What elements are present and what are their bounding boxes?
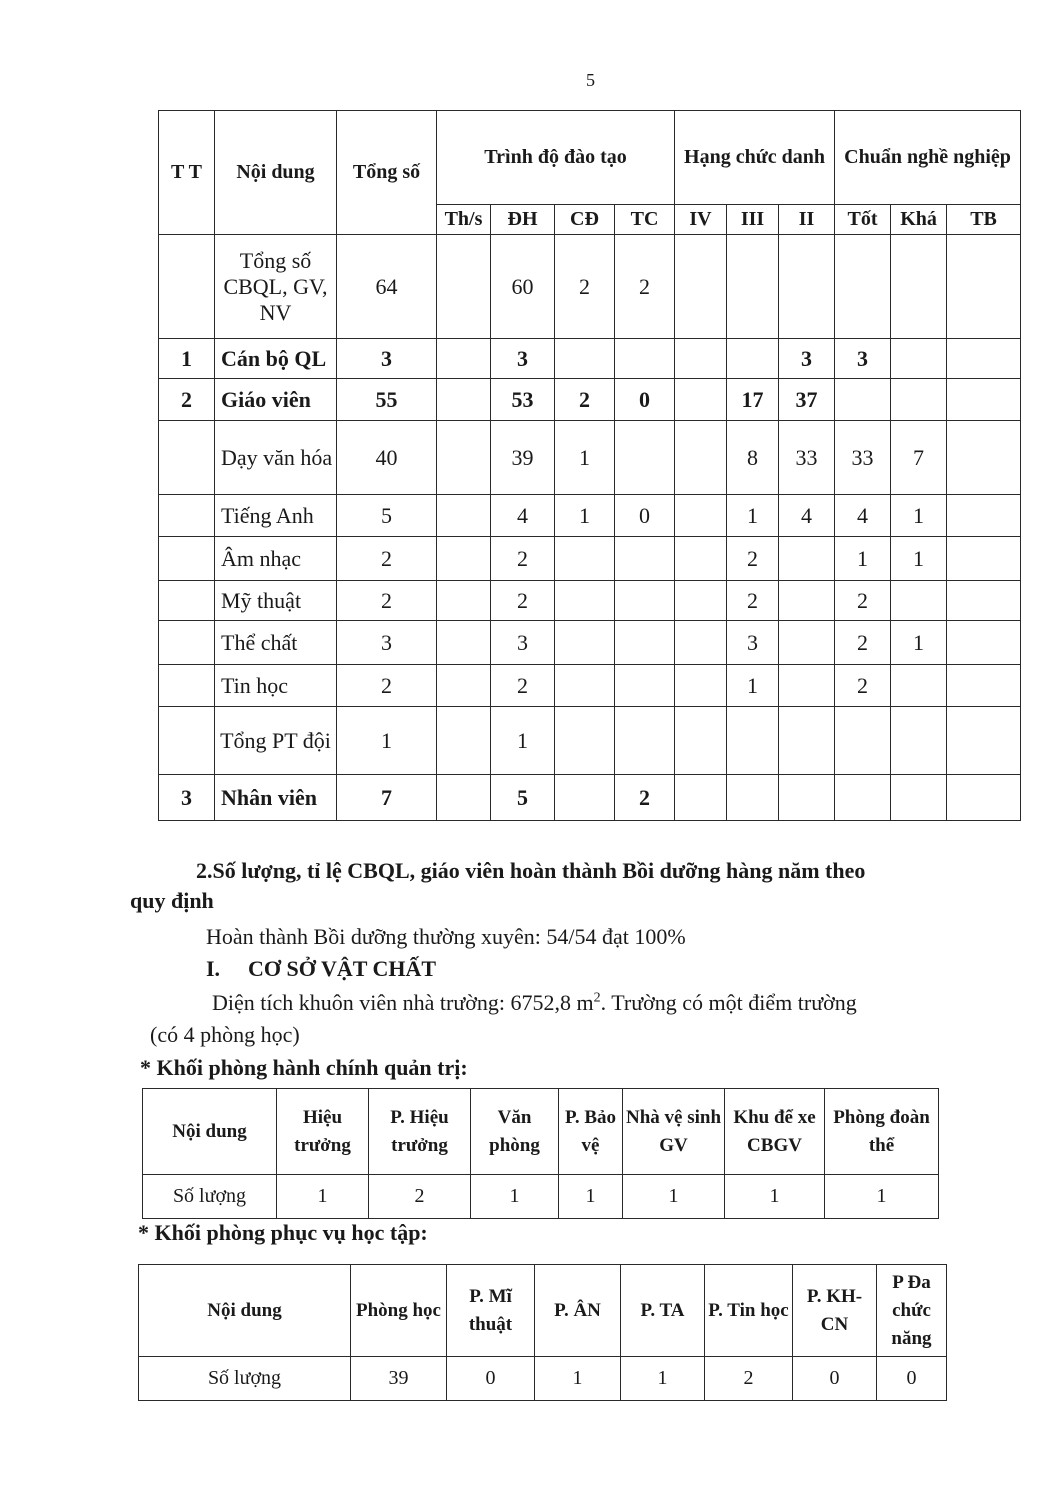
table2-header: P. Hiệu trưởng xyxy=(369,1089,471,1175)
header-noi-dung: Nội dung xyxy=(215,111,337,235)
row-cell: 2 xyxy=(727,581,779,621)
table3-title: * Khối phòng phục vụ học tập: xyxy=(138,1220,428,1245)
row-cell xyxy=(437,581,491,621)
table-row xyxy=(159,665,1021,707)
row-tt xyxy=(159,235,215,339)
row-cell xyxy=(615,421,675,495)
table3-value: 0 xyxy=(447,1357,535,1401)
row-cell: 1 xyxy=(727,495,779,537)
row-cell: 8 xyxy=(727,421,779,495)
table2-value: 1 xyxy=(725,1175,825,1219)
table-row xyxy=(159,537,1021,581)
table-row xyxy=(159,621,1021,665)
row-total: 64 xyxy=(337,235,437,339)
row-tt xyxy=(159,581,215,621)
table3-value: 2 xyxy=(705,1357,793,1401)
table2-header: P. Bảo vệ xyxy=(559,1089,623,1175)
row-cell xyxy=(835,379,891,421)
page-number: 5 xyxy=(586,70,595,90)
row-cell: 1 xyxy=(835,537,891,581)
row-cell: 2 xyxy=(835,621,891,665)
header-tong-so: Tổng số xyxy=(337,111,437,235)
row-cell xyxy=(891,707,947,775)
row-cell: 1 xyxy=(555,421,615,495)
row-tt xyxy=(159,707,215,775)
row-cell xyxy=(835,775,891,821)
row-total: 55 xyxy=(337,379,437,421)
row-cell: 1 xyxy=(891,537,947,581)
row-cell xyxy=(947,581,1021,621)
table-row xyxy=(159,339,1021,379)
table2-value: 2 xyxy=(369,1175,471,1219)
row-cell xyxy=(555,621,615,665)
row-cell: 33 xyxy=(779,421,835,495)
row-total: 5 xyxy=(337,495,437,537)
row-cell: 4 xyxy=(491,495,555,537)
table3-header: P. ÂN xyxy=(535,1265,621,1357)
header-trinh-do: Trình độ đào tạo xyxy=(437,111,675,205)
row-cell: 1 xyxy=(555,495,615,537)
row-cell: 2 xyxy=(835,665,891,707)
row-cell: 3 xyxy=(727,621,779,665)
table3-value: 0 xyxy=(877,1357,947,1401)
table3-row-label: Số lượng xyxy=(139,1357,351,1401)
row-cell xyxy=(675,339,727,379)
row-cell: 2 xyxy=(491,581,555,621)
row-cell xyxy=(727,339,779,379)
subheader: TB xyxy=(947,205,1021,235)
row-total: 40 xyxy=(337,421,437,495)
row-total: 1 xyxy=(337,707,437,775)
subheader: Th/s xyxy=(437,205,491,235)
row-cell xyxy=(615,665,675,707)
table3-value: 39 xyxy=(351,1357,447,1401)
row-cell xyxy=(675,621,727,665)
row-cell xyxy=(891,235,947,339)
row-cell xyxy=(675,235,727,339)
area-sup: 2 xyxy=(593,990,601,1006)
section-i-title: CƠ SỞ VẬT CHẤT xyxy=(248,956,437,981)
row-cell: 2 xyxy=(491,537,555,581)
row-tt xyxy=(159,665,215,707)
table-row xyxy=(159,235,1021,339)
row-cell: 60 xyxy=(491,235,555,339)
row-cell xyxy=(779,581,835,621)
row-label: Mỹ thuật xyxy=(215,581,337,621)
row-cell xyxy=(437,775,491,821)
area-text xyxy=(212,990,857,1016)
row-cell xyxy=(555,665,615,707)
table3-header: Nội dung xyxy=(139,1265,351,1357)
table3-header: P Đa chức năng xyxy=(877,1265,947,1357)
row-cell xyxy=(835,707,891,775)
table2-header: Hiệu trưởng xyxy=(277,1089,369,1175)
row-cell xyxy=(727,235,779,339)
row-cell xyxy=(615,581,675,621)
row-cell xyxy=(779,665,835,707)
row-tt xyxy=(159,621,215,665)
row-label: Nhân viên xyxy=(215,775,337,821)
admin-rooms-table xyxy=(142,1088,939,1219)
row-cell xyxy=(779,621,835,665)
row-tt: 2 xyxy=(159,379,215,421)
subheader: CĐ xyxy=(555,205,615,235)
row-cell: 2 xyxy=(615,235,675,339)
table3-header: P. Mĩ thuật xyxy=(447,1265,535,1357)
row-cell: 3 xyxy=(491,339,555,379)
row-cell xyxy=(947,775,1021,821)
row-cell xyxy=(675,495,727,537)
row-cell xyxy=(947,665,1021,707)
row-cell: 1 xyxy=(727,665,779,707)
row-cell xyxy=(437,421,491,495)
row-cell: 33 xyxy=(835,421,891,495)
row-cell xyxy=(675,707,727,775)
row-label: Tin học xyxy=(215,665,337,707)
row-cell xyxy=(779,537,835,581)
row-total: 3 xyxy=(337,339,437,379)
row-cell xyxy=(675,581,727,621)
row-cell xyxy=(675,379,727,421)
row-cell xyxy=(437,621,491,665)
row-cell xyxy=(437,235,491,339)
row-label: Tổng số CBQL, GV, NV xyxy=(215,235,337,339)
table3-value: 1 xyxy=(535,1357,621,1401)
subheader: Khá xyxy=(891,205,947,235)
table-row xyxy=(159,495,1021,537)
row-total: 2 xyxy=(337,537,437,581)
table2-header: Văn phòng xyxy=(471,1089,559,1175)
table-row xyxy=(159,379,1021,421)
row-cell: 1 xyxy=(891,621,947,665)
table2-value: 1 xyxy=(277,1175,369,1219)
row-cell: 39 xyxy=(491,421,555,495)
row-tt xyxy=(159,495,215,537)
table3-value: 0 xyxy=(793,1357,877,1401)
row-cell xyxy=(835,235,891,339)
row-tt xyxy=(159,537,215,581)
row-cell xyxy=(555,537,615,581)
table-row xyxy=(159,707,1021,775)
table-row xyxy=(159,421,1021,495)
subheader: III xyxy=(727,205,779,235)
subheader: IV xyxy=(675,205,727,235)
table2-value: 1 xyxy=(559,1175,623,1219)
header-tt: T T xyxy=(159,111,215,235)
row-cell xyxy=(891,775,947,821)
table3-header: P. TA xyxy=(621,1265,705,1357)
row-cell: 2 xyxy=(727,537,779,581)
table2-value: 1 xyxy=(623,1175,725,1219)
row-total: 3 xyxy=(337,621,437,665)
row-cell xyxy=(437,707,491,775)
row-cell xyxy=(615,621,675,665)
row-cell: 2 xyxy=(835,581,891,621)
table3-header: Phòng học xyxy=(351,1265,447,1357)
area-text-main: Diện tích khuôn viên nhà trường: 6752,8 m xyxy=(212,990,594,1015)
row-cell: 1 xyxy=(891,495,947,537)
row-cell xyxy=(947,379,1021,421)
row-label: Thể chất xyxy=(215,621,337,665)
table2-row-label: Số lượng xyxy=(143,1175,277,1219)
row-cell xyxy=(891,665,947,707)
row-label: Âm nhạc xyxy=(215,537,337,581)
row-cell xyxy=(891,581,947,621)
table2-value: 1 xyxy=(471,1175,559,1219)
row-cell xyxy=(615,537,675,581)
table-row xyxy=(159,581,1021,621)
row-cell xyxy=(947,421,1021,495)
subheader: ĐH xyxy=(491,205,555,235)
row-cell xyxy=(675,421,727,495)
row-tt: 3 xyxy=(159,775,215,821)
subheader: II xyxy=(779,205,835,235)
row-cell xyxy=(437,339,491,379)
row-cell: 17 xyxy=(727,379,779,421)
table3-header: P. Tin học xyxy=(705,1265,793,1357)
row-cell xyxy=(779,707,835,775)
row-cell xyxy=(947,235,1021,339)
header-chuan: Chuẩn nghề nghiệp xyxy=(835,111,1021,205)
header-hang: Hạng chức danh xyxy=(675,111,835,205)
row-cell xyxy=(615,707,675,775)
row-cell: 0 xyxy=(615,379,675,421)
row-cell: 3 xyxy=(779,339,835,379)
row-cell xyxy=(555,581,615,621)
study-rooms-table xyxy=(138,1264,947,1401)
subheader: TC xyxy=(615,205,675,235)
table2-header: Khu để xe CBGV xyxy=(725,1089,825,1175)
row-cell: 53 xyxy=(491,379,555,421)
row-cell: 5 xyxy=(491,775,555,821)
row-cell: 0 xyxy=(615,495,675,537)
row-cell xyxy=(675,665,727,707)
area-text-line2: (có 4 phòng học) xyxy=(150,1022,300,1047)
row-cell: 3 xyxy=(835,339,891,379)
row-cell xyxy=(437,537,491,581)
row-cell xyxy=(437,379,491,421)
row-tt xyxy=(159,421,215,495)
row-cell xyxy=(947,537,1021,581)
row-cell: 4 xyxy=(835,495,891,537)
row-cell: 7 xyxy=(891,421,947,495)
row-cell xyxy=(555,775,615,821)
row-cell xyxy=(727,775,779,821)
row-cell xyxy=(675,775,727,821)
row-cell xyxy=(891,379,947,421)
row-cell xyxy=(947,495,1021,537)
row-cell xyxy=(891,339,947,379)
section-i-number: I. xyxy=(206,956,221,981)
row-total: 2 xyxy=(337,581,437,621)
row-cell: 2 xyxy=(555,235,615,339)
row-total: 7 xyxy=(337,775,437,821)
table3-value: 1 xyxy=(621,1357,705,1401)
table2-header: Nội dung xyxy=(143,1089,277,1175)
row-cell xyxy=(779,775,835,821)
table2-title: * Khối phòng hành chính quản trị: xyxy=(140,1055,468,1080)
section2-heading-cont: quy định xyxy=(130,888,214,913)
row-cell: 2 xyxy=(491,665,555,707)
table-row xyxy=(159,775,1021,821)
row-cell xyxy=(779,235,835,339)
row-cell: 2 xyxy=(615,775,675,821)
section2-text: Hoàn thành Bồi dưỡng thường xuyên: 54/54 đạt 100% xyxy=(206,924,686,949)
row-cell: 2 xyxy=(555,379,615,421)
row-cell xyxy=(675,537,727,581)
row-cell xyxy=(947,621,1021,665)
table3-header: P. KH-CN xyxy=(793,1265,877,1357)
table2-value: 1 xyxy=(825,1175,939,1219)
row-cell: 3 xyxy=(491,621,555,665)
row-cell xyxy=(947,339,1021,379)
table2-header: Phòng đoàn thể xyxy=(825,1089,939,1175)
row-label: Tổng PT đội xyxy=(215,707,337,775)
area-text-rest: . Trường có một điểm trường xyxy=(600,990,857,1015)
subheader: Tốt xyxy=(835,205,891,235)
section2-heading: 2.Số lượng, tỉ lệ CBQL, giáo viên hoàn thành Bồi dưỡng hàng năm theo xyxy=(196,858,866,883)
table2-header: Nhà vệ sinh GV xyxy=(623,1089,725,1175)
row-tt: 1 xyxy=(159,339,215,379)
row-cell xyxy=(437,665,491,707)
row-cell xyxy=(615,339,675,379)
staff-table xyxy=(158,110,1021,821)
row-label: Dạy văn hóa xyxy=(215,421,337,495)
row-cell: 4 xyxy=(779,495,835,537)
row-cell xyxy=(555,339,615,379)
row-cell: 37 xyxy=(779,379,835,421)
row-label: Giáo viên xyxy=(215,379,337,421)
row-cell xyxy=(555,707,615,775)
row-total: 2 xyxy=(337,665,437,707)
row-label: Tiếng Anh xyxy=(215,495,337,537)
row-label: Cán bộ QL xyxy=(215,339,337,379)
row-cell: 1 xyxy=(491,707,555,775)
row-cell xyxy=(727,707,779,775)
row-cell xyxy=(947,707,1021,775)
row-cell xyxy=(437,495,491,537)
